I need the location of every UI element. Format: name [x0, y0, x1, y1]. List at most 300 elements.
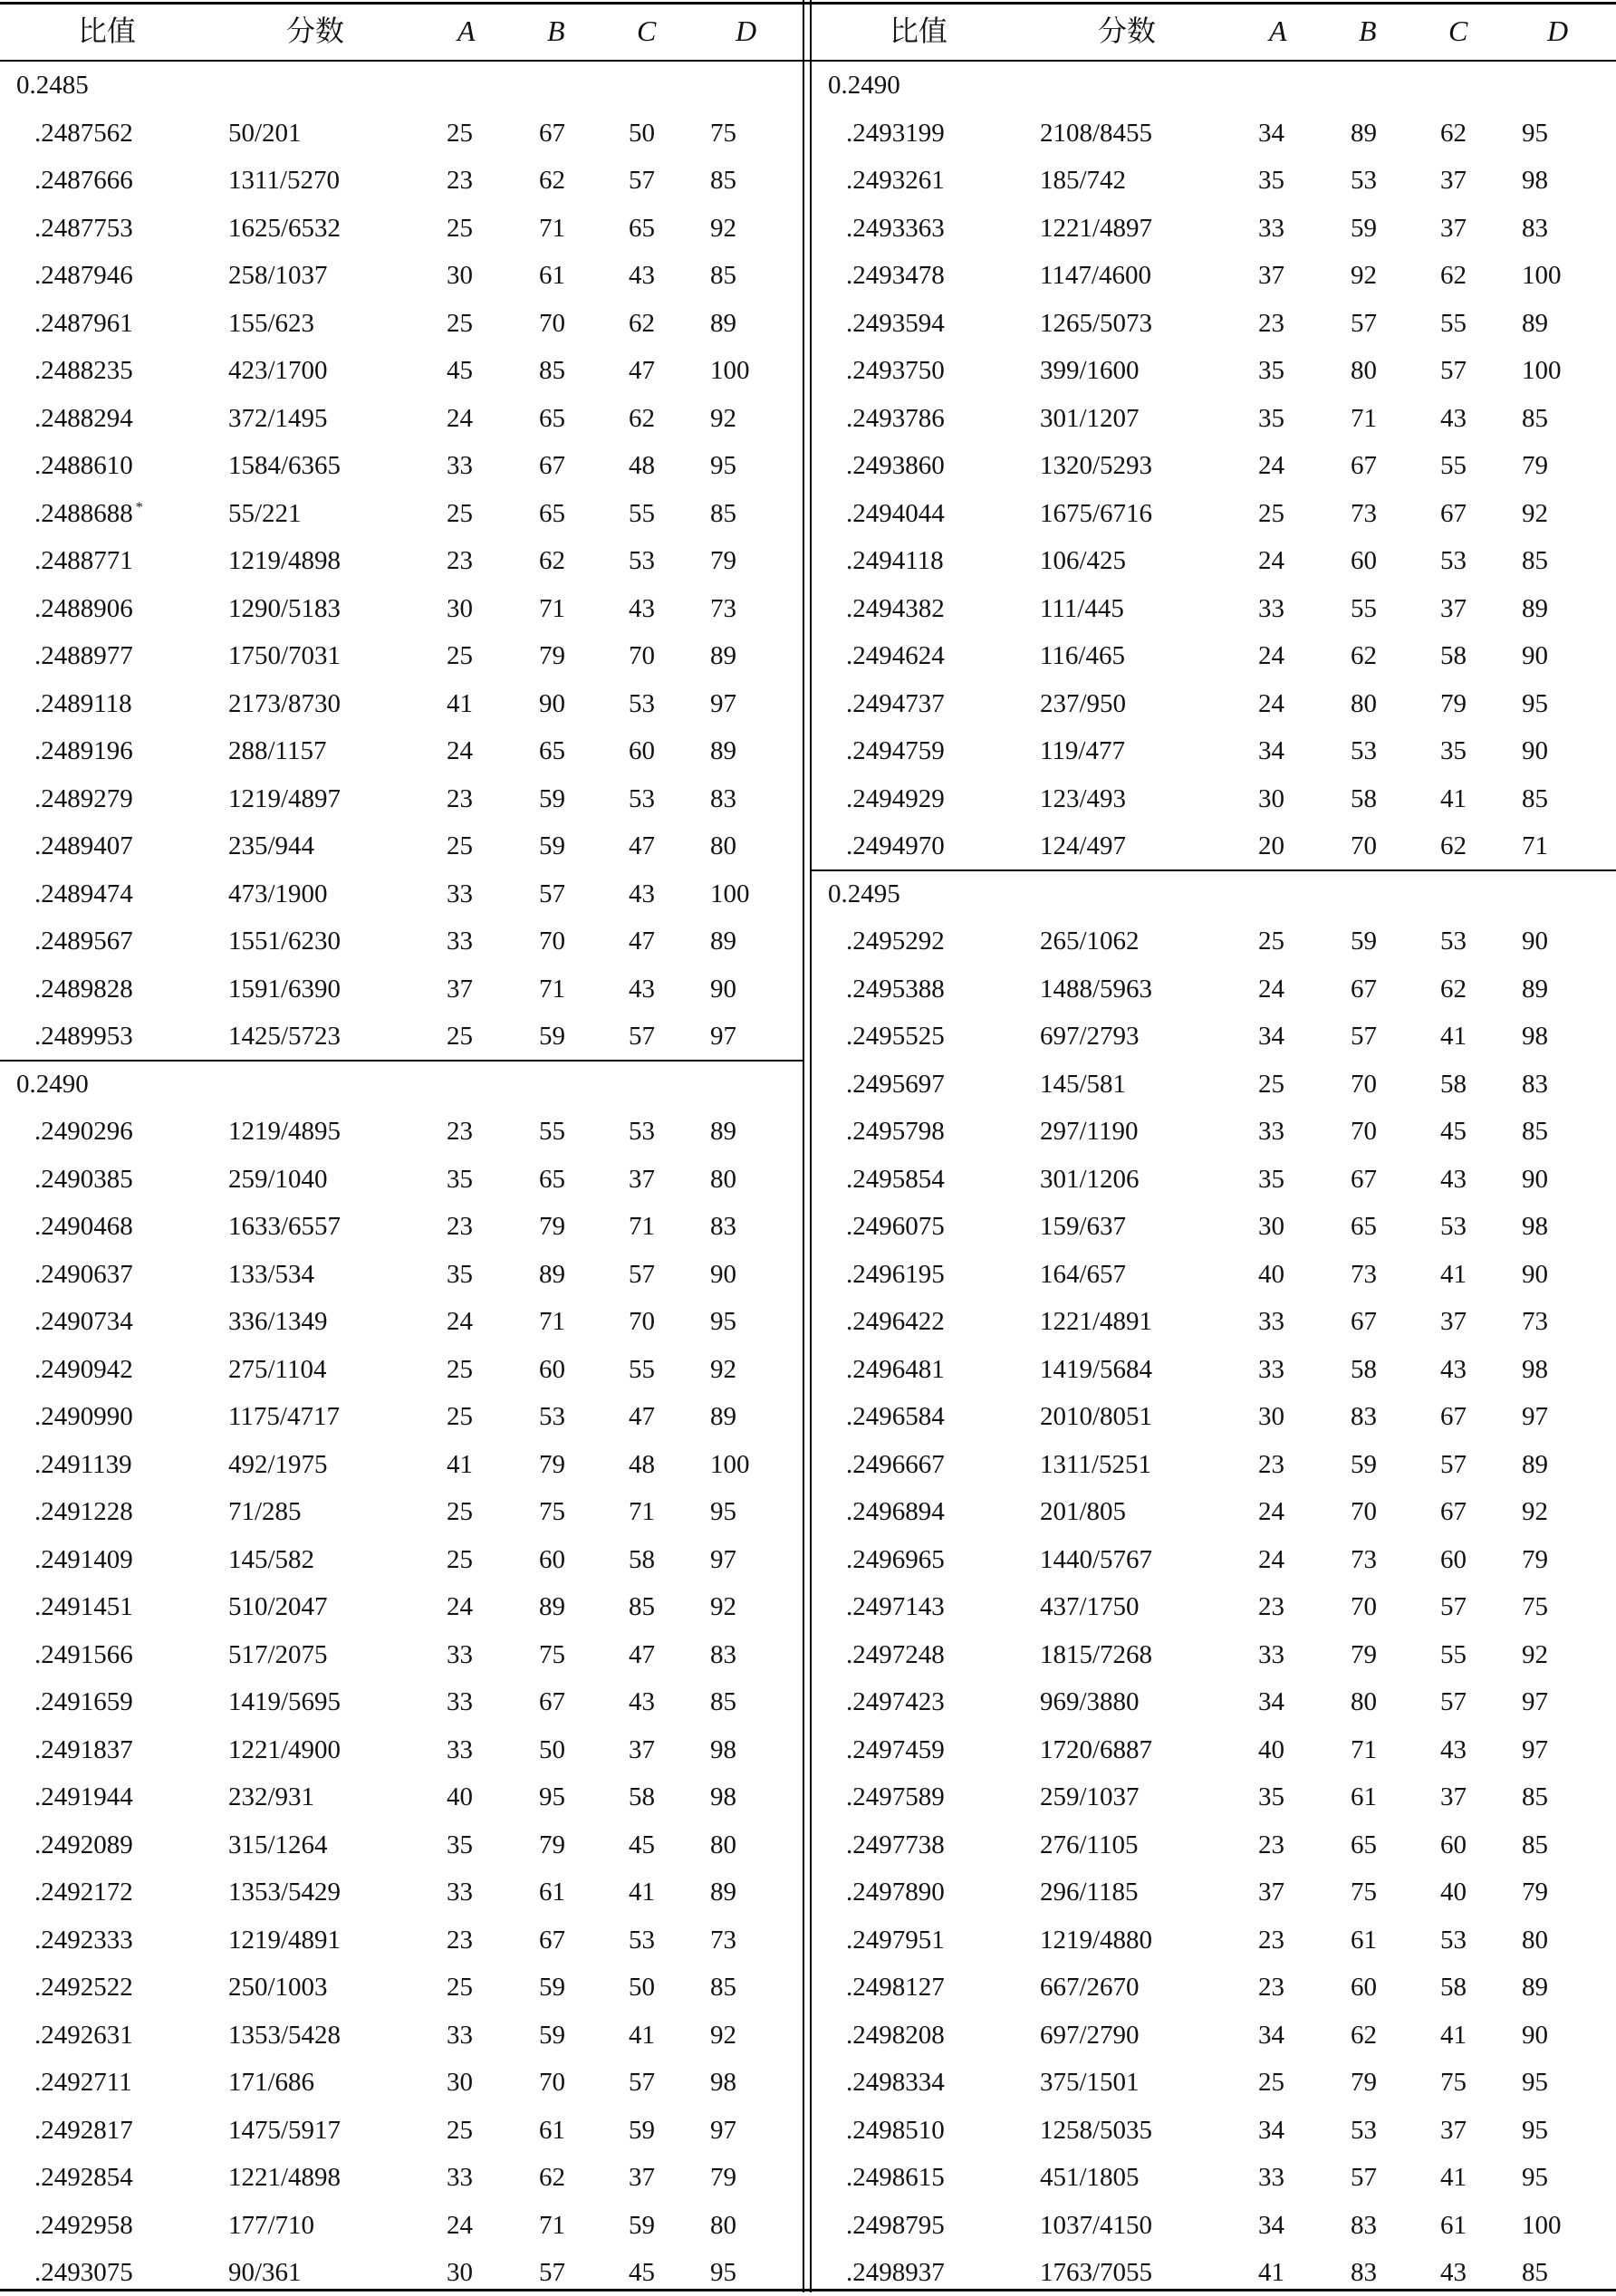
b-cell: 67	[1351, 974, 1377, 1004]
ratio-cell: .2492958	[34, 2210, 133, 2240]
b-cell: 61	[1351, 1782, 1377, 1811]
ratio-cell: .2496481	[846, 1354, 945, 1384]
fraction-cell: 2108/8455	[1040, 118, 1153, 148]
table-row	[0, 870, 803, 917]
a-cell: 30	[1258, 1212, 1284, 1241]
c-cell: 47	[629, 1639, 655, 1669]
ratio-cell: .2487753	[34, 213, 133, 243]
table-row	[0, 632, 803, 679]
d-cell: 95	[710, 2258, 736, 2287]
d-cell: 85	[710, 166, 736, 195]
c-cell: 37	[629, 2163, 655, 2192]
table-row	[0, 1964, 803, 2011]
table-row	[812, 2107, 1616, 2154]
c-cell: 55	[629, 1354, 655, 1384]
d-cell: 90	[710, 974, 736, 1004]
table-row	[812, 1156, 1616, 1203]
table-row	[0, 1678, 803, 1725]
a-cell: 33	[447, 2163, 473, 2192]
b-cell: 53	[539, 1402, 565, 1431]
b-cell: 70	[1351, 1069, 1377, 1099]
ratio-cell: .2491659	[34, 1687, 133, 1716]
table-row	[0, 300, 803, 347]
table-row	[0, 680, 803, 727]
c-cell: 58	[1440, 1973, 1467, 2002]
b-cell: 53	[1351, 736, 1377, 765]
d-cell: 85	[710, 1973, 736, 2002]
b-cell: 83	[1351, 2210, 1377, 2240]
fraction-cell: 1311/5270	[228, 166, 340, 195]
c-cell: 60	[1440, 1830, 1467, 1859]
ratio-cell: .2497459	[846, 1734, 945, 1764]
c-cell: 53	[629, 688, 655, 718]
d-cell: 92	[710, 2020, 736, 2050]
b-cell: 75	[1351, 1878, 1377, 1907]
ratio-cell: .2493478	[846, 261, 945, 290]
d-cell: 100	[710, 879, 750, 908]
c-cell: 57	[629, 2068, 655, 2097]
ratio-cell: .2498615	[846, 2163, 945, 2192]
d-cell: 95	[1522, 2068, 1548, 2097]
fraction-cell: 667/2670	[1040, 1973, 1140, 2002]
table-row	[812, 1298, 1616, 1345]
fraction-cell: 265/1062	[1040, 927, 1140, 956]
table-row	[812, 917, 1616, 965]
b-cell: 61	[539, 261, 565, 290]
table-row	[812, 1583, 1616, 1630]
d-cell: 85	[710, 498, 736, 528]
table-row	[0, 1726, 803, 1773]
fraction-cell: 1219/4897	[228, 783, 341, 813]
a-cell: 24	[447, 2210, 473, 2240]
c-cell: 37	[1440, 213, 1467, 243]
fraction-cell: 1419/5684	[1040, 1354, 1153, 1384]
b-cell: 71	[539, 974, 565, 1004]
d-cell: 95	[710, 1497, 736, 1526]
b-cell: 75	[539, 1639, 565, 1669]
footnote-mark: *	[135, 499, 143, 515]
ratio-cell: .2490734	[34, 1307, 133, 1336]
a-cell: 23	[447, 1212, 473, 1241]
a-cell: 25	[1258, 2068, 1284, 2097]
header-row	[0, 7, 803, 54]
d-cell: 100	[710, 356, 750, 385]
a-cell: 25	[447, 1354, 473, 1384]
fraction-cell: 372/1495	[228, 403, 328, 433]
a-cell: 33	[447, 2020, 473, 2050]
d-cell: 90	[1522, 927, 1548, 956]
a-cell: 30	[447, 261, 473, 290]
ratio-cell: .2488610	[34, 451, 133, 480]
b-cell: 53	[1351, 2115, 1377, 2145]
table-row	[812, 2059, 1616, 2106]
table-row	[0, 1631, 803, 1678]
a-cell: 40	[447, 1782, 473, 1811]
ratio-cell: .2490296	[34, 1117, 133, 1146]
b-cell: 71	[539, 1307, 565, 1336]
c-cell: 43	[1440, 2258, 1467, 2287]
c-cell: 62	[629, 308, 655, 338]
header-b: B	[547, 14, 565, 47]
b-cell: 70	[1351, 1497, 1377, 1526]
ratio-cell: .2493594	[846, 308, 945, 338]
table-row	[812, 727, 1616, 774]
table-row	[0, 1536, 803, 1583]
a-cell: 33	[447, 879, 473, 908]
header-a: A	[1269, 14, 1287, 47]
ratio-cell: .2495292	[846, 927, 945, 956]
a-cell: 33	[1258, 2163, 1284, 2192]
d-cell: 97	[1522, 1687, 1548, 1716]
a-cell: 35	[447, 1259, 473, 1289]
a-cell: 33	[1258, 213, 1284, 243]
ratio-cell: .2491409	[34, 1544, 133, 1574]
d-cell: 75	[710, 118, 736, 148]
a-cell: 23	[1258, 1592, 1284, 1621]
b-cell: 80	[1351, 356, 1377, 385]
c-cell: 41	[1440, 783, 1467, 813]
d-cell: 85	[1522, 1782, 1548, 1811]
a-cell: 34	[1258, 118, 1284, 148]
b-cell: 73	[1351, 498, 1377, 528]
a-cell: 25	[1258, 927, 1284, 956]
c-cell: 41	[629, 1878, 655, 1907]
c-cell: 53	[1440, 1925, 1467, 1955]
table-row	[0, 347, 803, 394]
c-cell: 53	[629, 1925, 655, 1955]
table-row	[0, 917, 803, 965]
c-cell: 70	[629, 1307, 655, 1336]
d-cell: 89	[1522, 1973, 1548, 2002]
group-label: 0.2485	[16, 71, 89, 100]
b-cell: 65	[539, 1164, 565, 1194]
fraction-cell: 1675/6716	[1040, 498, 1153, 528]
d-cell: 90	[1522, 641, 1548, 670]
fraction-cell: 1584/6365	[228, 451, 341, 480]
ratio-cell: .2492711	[34, 2068, 132, 2097]
a-cell: 25	[447, 1022, 473, 1051]
ratio-cell: .2497589	[846, 1782, 945, 1811]
b-cell: 59	[1351, 927, 1377, 956]
table-row	[812, 2012, 1616, 2059]
c-cell: 55	[1440, 308, 1467, 338]
b-cell: 70	[539, 308, 565, 338]
a-cell: 35	[1258, 1164, 1284, 1194]
table-row	[812, 442, 1616, 489]
d-cell: 98	[1522, 166, 1548, 195]
a-cell: 25	[447, 1973, 473, 2002]
b-cell: 59	[539, 1022, 565, 1051]
c-cell: 48	[629, 1449, 655, 1479]
b-cell: 89	[539, 1592, 565, 1621]
c-cell: 53	[629, 546, 655, 575]
a-cell: 37	[1258, 261, 1284, 290]
c-cell: 45	[1440, 1117, 1467, 1146]
fraction-cell: 1353/5429	[228, 1878, 341, 1907]
table-row	[812, 775, 1616, 822]
b-cell: 65	[539, 498, 565, 528]
c-cell: 57	[1440, 1592, 1467, 1621]
b-cell: 71	[1351, 1734, 1377, 1764]
b-cell: 79	[1351, 1639, 1377, 1669]
fraction-cell: 296/1185	[1040, 1878, 1139, 1907]
a-cell: 23	[1258, 1449, 1284, 1479]
table-row	[0, 822, 803, 869]
c-cell: 79	[1440, 688, 1467, 718]
fraction-cell: 492/1975	[228, 1449, 328, 1479]
fraction-cell: 297/1190	[1040, 1117, 1139, 1146]
fraction-cell: 423/1700	[228, 356, 328, 385]
ratio-cell: .2490637	[34, 1259, 133, 1289]
fraction-cell: 1353/5428	[228, 2020, 341, 2050]
d-cell: 73	[710, 593, 736, 623]
table-row	[0, 1203, 803, 1250]
a-cell: 25	[447, 641, 473, 670]
ratio-cell: .2489196	[34, 736, 133, 765]
ratio-cell: .2488688 *	[34, 498, 143, 528]
d-cell: 79	[1522, 451, 1548, 480]
b-cell: 67	[1351, 1307, 1377, 1336]
table-row	[812, 110, 1616, 157]
table-row	[812, 1441, 1616, 1488]
b-cell: 70	[1351, 831, 1377, 860]
a-cell: 23	[447, 546, 473, 575]
b-cell: 59	[1351, 213, 1377, 243]
table-row	[0, 2107, 803, 2154]
table-row	[0, 110, 803, 157]
c-cell: 43	[1440, 1734, 1467, 1764]
fraction-cell: 1219/4895	[228, 1117, 341, 1146]
fraction-cell: 1625/6532	[228, 213, 341, 243]
fraction-cell: 1551/6230	[228, 927, 341, 956]
table-row	[812, 157, 1616, 204]
d-cell: 97	[710, 2115, 736, 2145]
fraction-cell: 71/285	[228, 1497, 302, 1526]
d-cell: 100	[1522, 2210, 1562, 2240]
c-cell: 40	[1440, 1878, 1467, 1907]
d-cell: 97	[710, 1022, 736, 1051]
a-cell: 34	[1258, 736, 1284, 765]
fraction-cell: 301/1206	[1040, 1164, 1140, 1194]
group-label: 0.2495	[828, 879, 900, 908]
ratio-cell: .2496965	[846, 1544, 945, 1574]
ratio-cell: .2492333	[34, 1925, 133, 1955]
ratio-cell: .2494970	[846, 831, 945, 860]
c-cell: 35	[1440, 736, 1467, 765]
ratio-cell: .2492172	[34, 1878, 133, 1907]
group-label-row	[0, 1061, 803, 1108]
table-row	[812, 1536, 1616, 1583]
ratio-cell: .2494759	[846, 736, 945, 765]
group-label-row	[812, 870, 1616, 917]
c-cell: 71	[629, 1212, 655, 1241]
table-row	[812, 1203, 1616, 1250]
b-cell: 65	[1351, 1830, 1377, 1859]
b-cell: 60	[539, 1354, 565, 1384]
d-cell: 85	[1522, 1117, 1548, 1146]
fraction-cell: 1750/7031	[228, 641, 341, 670]
table-row	[812, 1964, 1616, 2011]
a-cell: 24	[447, 736, 473, 765]
table-row	[0, 1108, 803, 1155]
c-cell: 43	[1440, 1354, 1467, 1384]
ratio-cell: .2498937	[846, 2258, 945, 2287]
b-cell: 83	[1351, 2258, 1377, 2287]
fraction-cell: 697/2790	[1040, 2020, 1140, 2050]
fraction-cell: 119/477	[1040, 736, 1125, 765]
b-cell: 65	[539, 736, 565, 765]
table-row	[0, 1251, 803, 1298]
ratio-cell: .2495854	[846, 1164, 945, 1194]
ratio-cell: .2497248	[846, 1639, 945, 1669]
c-cell: 53	[1440, 546, 1467, 575]
c-cell: 58	[1440, 1069, 1467, 1099]
table-row	[812, 1631, 1616, 1678]
a-cell: 24	[1258, 641, 1284, 670]
c-cell: 43	[1440, 403, 1467, 433]
right-table-column	[812, 0, 1616, 2292]
d-cell: 75	[1522, 1592, 1548, 1621]
c-cell: 37	[1440, 1782, 1467, 1811]
ratio-cell: .2498510	[846, 2115, 945, 2145]
d-cell: 89	[710, 641, 736, 670]
ratio-cell: .2488235	[34, 356, 133, 385]
table-row	[812, 1773, 1616, 1820]
d-cell: 90	[1522, 1259, 1548, 1289]
c-cell: 43	[629, 879, 655, 908]
c-cell: 37	[629, 1164, 655, 1194]
d-cell: 100	[710, 1449, 750, 1479]
ratio-cell: .2491451	[34, 1592, 133, 1621]
c-cell: 43	[1440, 1164, 1467, 1194]
c-cell: 43	[629, 1687, 655, 1716]
a-cell: 23	[447, 166, 473, 195]
header-row	[812, 7, 1616, 54]
a-cell: 24	[447, 1307, 473, 1336]
d-cell: 89	[710, 1117, 736, 1146]
table-row	[812, 300, 1616, 347]
a-cell: 45	[447, 356, 473, 385]
ratio-cell: .2498208	[846, 2020, 945, 2050]
b-cell: 58	[1351, 1354, 1377, 1384]
d-cell: 89	[710, 308, 736, 338]
a-cell: 25	[447, 308, 473, 338]
ratio-cell: .2492817	[34, 2115, 133, 2145]
group-label: 0.2490	[16, 1069, 89, 1099]
group-label-row	[812, 62, 1616, 109]
header-ratio: 比值	[890, 14, 948, 47]
d-cell: 83	[1522, 1069, 1548, 1099]
ratio-cell: .2492631	[34, 2020, 133, 2050]
d-cell: 95	[710, 1307, 736, 1336]
fraction-cell: 1221/4900	[228, 1734, 341, 1764]
a-cell: 24	[447, 403, 473, 433]
fraction-cell: 276/1105	[1040, 1830, 1139, 1859]
c-cell: 59	[629, 2115, 655, 2145]
table-row	[0, 490, 803, 537]
c-cell: 37	[1440, 1307, 1467, 1336]
fraction-cell: 232/931	[228, 1782, 315, 1811]
ratio-cell: .2489567	[34, 927, 133, 956]
b-cell: 80	[1351, 1687, 1377, 1716]
a-cell: 33	[1258, 1639, 1284, 1669]
fraction-cell: 1258/5035	[1040, 2115, 1153, 2145]
c-cell: 43	[629, 261, 655, 290]
ratio-cell: .2494118	[846, 546, 944, 575]
fraction-cell: 250/1003	[228, 1973, 328, 2002]
table-row	[0, 1773, 803, 1820]
fraction-cell: 159/637	[1040, 1212, 1127, 1241]
c-cell: 85	[629, 1592, 655, 1621]
table-row	[812, 1013, 1616, 1060]
a-cell: 40	[1258, 1259, 1284, 1289]
fraction-cell: 259/1037	[1040, 1782, 1140, 1811]
a-cell: 23	[447, 783, 473, 813]
c-cell: 47	[629, 927, 655, 956]
fraction-cell: 237/950	[1040, 688, 1127, 718]
table-row	[0, 157, 803, 204]
table-row	[0, 1869, 803, 1916]
table-row	[0, 2249, 803, 2296]
fraction-cell: 201/805	[1040, 1497, 1127, 1526]
a-cell: 33	[447, 1687, 473, 1716]
table-row	[812, 1251, 1616, 1298]
d-cell: 98	[710, 1782, 736, 1811]
fraction-cell: 90/361	[228, 2258, 302, 2287]
table-row	[812, 1869, 1616, 1916]
c-cell: 47	[629, 356, 655, 385]
c-cell: 58	[629, 1782, 655, 1811]
b-cell: 62	[1351, 2020, 1377, 2050]
b-cell: 83	[1351, 1402, 1377, 1431]
ratio-cell: .2495388	[846, 974, 945, 1004]
fraction-cell: 116/465	[1040, 641, 1125, 670]
c-cell: 41	[1440, 1022, 1467, 1051]
table-row	[0, 585, 803, 632]
c-cell: 53	[629, 1117, 655, 1146]
a-cell: 25	[447, 2115, 473, 2145]
fraction-cell: 473/1900	[228, 879, 328, 908]
a-cell: 33	[447, 927, 473, 956]
d-cell: 83	[710, 783, 736, 813]
b-cell: 55	[539, 1117, 565, 1146]
c-cell: 50	[629, 1973, 655, 2002]
fraction-cell: 1440/5767	[1040, 1544, 1153, 1574]
table-row	[812, 2249, 1616, 2296]
table-row	[812, 965, 1616, 1013]
fraction-cell: 288/1157	[228, 736, 327, 765]
ratio-cell: .2489279	[34, 783, 133, 813]
d-cell: 95	[710, 451, 736, 480]
b-cell: 59	[539, 2020, 565, 2050]
table-row	[0, 1583, 803, 1630]
c-cell: 60	[629, 736, 655, 765]
d-cell: 85	[1522, 1830, 1548, 1859]
table-row	[0, 2202, 803, 2249]
a-cell: 25	[447, 1544, 473, 1574]
ratio-cell: .2492089	[34, 1830, 133, 1859]
c-cell: 45	[629, 1830, 655, 1859]
c-cell: 48	[629, 451, 655, 480]
ratio-cell: .2498127	[846, 1973, 945, 2002]
fraction-cell: 1633/6557	[228, 1212, 341, 1241]
table-row	[0, 1346, 803, 1393]
ratio-cell: .2497951	[846, 1925, 945, 1955]
d-cell: 89	[710, 927, 736, 956]
header-ratio: 比值	[78, 14, 137, 47]
a-cell: 33	[447, 1734, 473, 1764]
a-cell: 25	[447, 118, 473, 148]
